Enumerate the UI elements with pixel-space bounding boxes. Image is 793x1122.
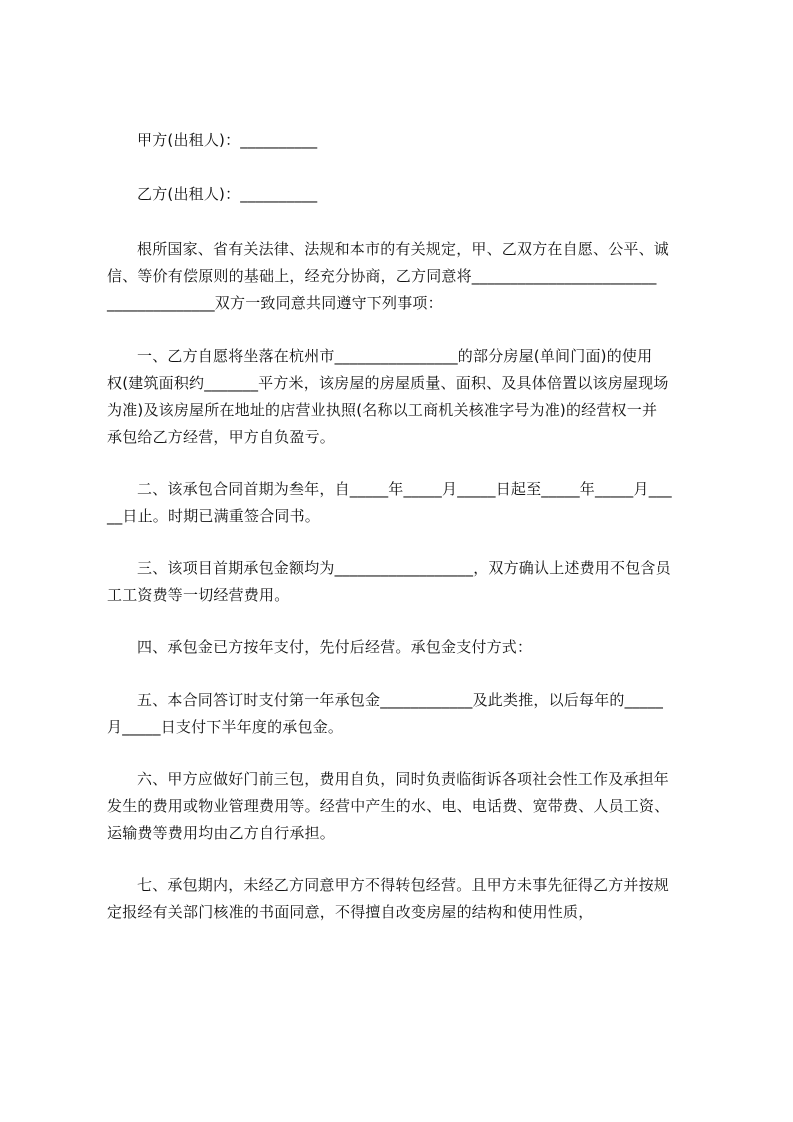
clause-2-line-1: 二、该承包合同首期为叁年，自_____年_____月_____日起至_____年_____月___ — [137, 480, 672, 498]
preamble-line-3: ______________双方一致同意共同遵守下列事项： — [107, 294, 443, 312]
clause-1-line-3: 为准)及该房屋所在地址的店营业执照(名称以工商机关核准字号为准)的经营权一并 — [107, 401, 658, 419]
clause-6-line-2: 发生的费用或物业管理费用等。经营中产生的水、电、电话费、宽带费、人员工资、 — [107, 797, 670, 815]
clause-3-line-1: 三、该项目首期承包金额均为__________________，双方确认上述费用不包含员 — [137, 559, 671, 577]
party-b-line: 乙方(出租人)：__________ — [137, 185, 318, 203]
clause-1-line-2: 权(建筑面积约_______平方米，该房屋的房屋质量、面积、及具体倍置以该房屋现场 — [107, 374, 669, 392]
clause-6-line-1: 六、甲方应做好门前三包，费用自负，同时负责临街诉各项社会性工作及承担年 — [137, 770, 670, 788]
clause-6-line-3: 运输费等费用均由乙方自行承担。 — [107, 824, 336, 842]
clause-3-line-2: 工工资费等一切经营费用。 — [107, 586, 290, 604]
clause-1-line-1: 一、乙方自愿将坐落在杭州市________________的部分房屋(单间门面)的使用 — [137, 347, 653, 365]
clause-5-line-1: 五、本合同答订时支付第一年承包金____________及此类推，以后每年的_____ — [137, 691, 664, 709]
clause-2-line-2: __日止。时期已满重签合同书。 — [107, 507, 321, 525]
clause-4-line-1: 四、承包金已方按年支付，先付后经营。承包金支付方式： — [137, 638, 533, 656]
clause-7-line-1: 七、承包期内，未经乙方同意甲方不得转包经营。且甲方未事先征得乙方并按规 — [137, 876, 670, 894]
preamble-line-2: 信、等价有偿原则的基础上，经充分协商，乙方同意将________________________ — [107, 267, 657, 285]
clause-7-line-2: 定报经有关部门核准的书面同意，不得擅自改变房屋的结构和使用性质， — [107, 903, 594, 921]
clause-1-line-4: 承包给乙方经营，甲方自负盈亏。 — [107, 428, 336, 446]
preamble-line-1: 根所国家、省有关法律、法规和本市的有关规定，甲、乙双方在自愿、公平、诚 — [137, 240, 670, 258]
clause-5-line-2: 月_____日支付下半年度的承包金。 — [107, 718, 344, 736]
party-a-line: 甲方(出租人)：__________ — [137, 131, 318, 149]
